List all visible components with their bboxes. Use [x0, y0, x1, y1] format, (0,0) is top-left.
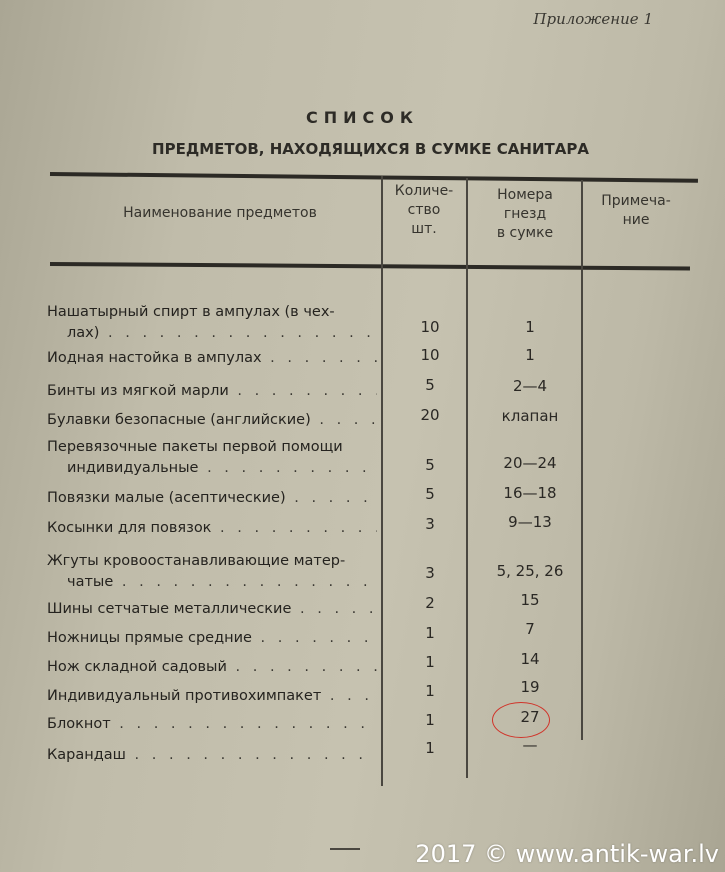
item-name-line: Жгуты кровоостанавливающие матер-	[47, 553, 346, 569]
item-name	[47, 348, 377, 369]
item-name-line: индивидуальные . . .	[47, 458, 377, 479]
item-name-line: Индивидуальный противохимпакет . . .	[47, 686, 377, 707]
item-name	[47, 302, 377, 344]
item-name-line: Шины сетчатые металлические . . .	[47, 599, 377, 620]
item-name	[47, 657, 377, 678]
item-qty: 1	[425, 739, 435, 757]
item-qty: 5	[425, 376, 435, 394]
page-bottom-mark	[330, 848, 360, 850]
item-name-line: Бинты из мягкой марли . . .	[47, 381, 377, 402]
item-nest: 27	[520, 708, 540, 726]
item-name-line: Перевязочные пакеты первой помощи	[47, 439, 343, 455]
red-ink-circle-annotation	[492, 702, 550, 738]
item-name	[47, 437, 377, 479]
header-nest-line: гнезд	[503, 206, 547, 222]
item-name	[47, 599, 377, 620]
item-name	[47, 686, 377, 707]
header-note-line: ние	[622, 212, 650, 228]
item-name-line: Карандаш . . .	[47, 745, 377, 766]
item-nest: 20—24	[503, 454, 557, 472]
column-divider	[466, 178, 468, 778]
item-qty: 1	[425, 653, 435, 671]
column-divider	[381, 176, 383, 786]
appendix-label: Приложение 1	[533, 10, 653, 28]
item-name-line: Булавки безопасные (английские) . . .	[47, 410, 377, 431]
item-name-line: Блокнот . . .	[47, 714, 377, 735]
item-name-line: Нашатырный спирт в ампулах (в чех-	[47, 304, 335, 320]
item-qty: 1	[425, 682, 435, 700]
header-nest	[470, 186, 580, 243]
item-name	[47, 488, 377, 509]
item-name-line: чатые . . .	[47, 572, 377, 593]
header-note	[586, 192, 686, 230]
header-note-line: Примеча-	[601, 193, 671, 209]
item-nest: 5, 25, 26	[496, 562, 564, 580]
item-name-line: Нож складной садовый . . .	[47, 657, 377, 678]
item-qty: 3	[425, 564, 435, 582]
header-qty-line: шт.	[411, 221, 437, 237]
item-name	[47, 518, 377, 539]
item-name-line: Иодная настойка в ампулах . . .	[47, 348, 377, 369]
header-nest-line: Номера	[497, 187, 553, 203]
item-name	[47, 381, 377, 402]
item-nest: 7	[525, 620, 535, 638]
item-nest: 9—13	[508, 513, 552, 531]
item-name	[47, 551, 377, 593]
document-title: СПИСОК	[306, 108, 419, 127]
item-qty: 1	[425, 624, 435, 642]
header-name-text: Наименование предметов	[123, 205, 317, 221]
item-name-line: Повязки малые (асептические) . . .	[47, 488, 377, 509]
item-nest: 15	[520, 591, 540, 609]
item-nest: —	[522, 736, 538, 754]
item-nest: 1	[525, 346, 535, 364]
table-top-rule	[50, 172, 698, 183]
item-nest: 14	[520, 650, 540, 668]
item-qty: 5	[425, 485, 435, 503]
item-name	[47, 628, 377, 649]
item-nest: 2—4	[512, 377, 548, 395]
header-qty-line: Количе-	[394, 183, 454, 199]
item-qty: 10	[420, 346, 440, 364]
item-nest: клапан	[501, 407, 559, 425]
watermark: 2017 © www.antik-war.lv	[415, 840, 719, 868]
document-subtitle: ПРЕДМЕТОВ, НАХОДЯЩИХСЯ В СУМКЕ САНИТАРА	[152, 140, 589, 158]
item-qty: 1	[425, 711, 435, 729]
header-name	[70, 204, 370, 223]
item-name-line: лах) . . .	[47, 323, 377, 344]
header-nest-line: в сумке	[496, 225, 554, 241]
item-qty: 3	[425, 515, 435, 533]
item-name-line: Ножницы прямые средние . . .	[47, 628, 377, 649]
item-name	[47, 745, 377, 766]
item-nest: 16—18	[503, 484, 557, 502]
item-name	[47, 714, 377, 735]
item-qty: 10	[420, 318, 440, 336]
header-qty	[384, 182, 464, 239]
item-qty: 2	[425, 594, 435, 612]
header-qty-line: ство	[407, 202, 441, 218]
table-header-rule	[50, 262, 690, 270]
item-nest: 1	[525, 318, 535, 336]
item-qty: 5	[425, 456, 435, 474]
item-qty: 20	[420, 406, 440, 424]
item-name	[47, 410, 377, 431]
item-name-line: Косынки для повязок . . .	[47, 518, 377, 539]
item-nest: 19	[520, 678, 540, 696]
